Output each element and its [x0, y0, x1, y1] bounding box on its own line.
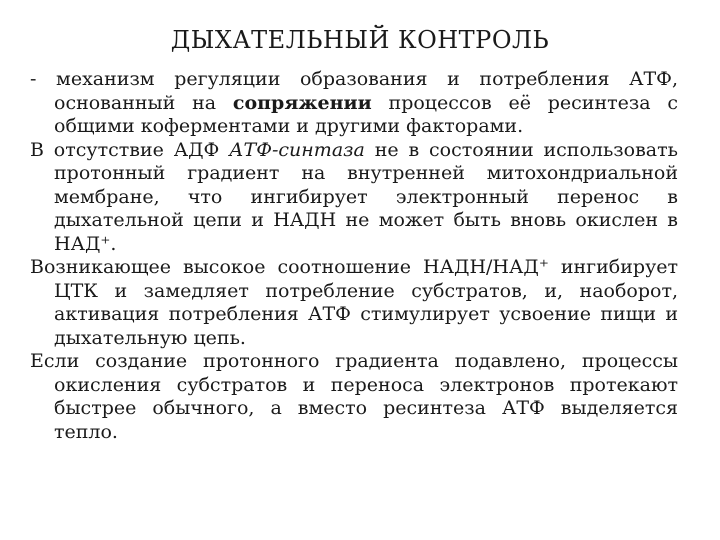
slide-title: ДЫХАТЕЛЬНЫЙ КОНТРОЛЬ — [170, 26, 550, 54]
paragraph-nadh-ratio: Возникающее высокое соотношение НАДН/НАД⁺ ингибирует ЦТК и замедляет потребление субстратов, и, наоборот, активация потребления АТФ стимулирует усвоение пищи и дыхательную цепь. — [30, 256, 678, 349]
paragraph-definition — [30, 68, 678, 139]
paragraph-definition-text-start: - механизм регуляции образования и потребления АТФ, основанный на — [30, 68, 678, 114]
paragraph-adp-absence-italic-term: АТФ-синтаза — [229, 138, 365, 161]
paragraph-gradient-suppressed: Если создание протонного градиента подавлено, процессы окисления субстратов и переноса электронов протекают быстрее обычного, а вместо ресинтеза АТФ выделяется тепло. — [30, 350, 678, 443]
paragraph-adp-absence-text-start: В отсутствие АДФ — [30, 138, 230, 161]
paragraph-definition-text-end: процессов её ресинтеза с общими коферментами и другими факторами. — [54, 91, 678, 137]
paragraph-adp-absence-text-end: не в состоянии использовать протонный градиент на внутренней митохондриальной мембране, что ингибирует электронный перенос в дыхательной цепи и НАДН не может быть вновь окислен в НАД⁺. — [54, 138, 678, 255]
paragraph-adp-absence — [30, 139, 678, 257]
paragraph-definition-bold-term: сопряжении — [232, 91, 372, 114]
slide-body — [30, 68, 678, 444]
